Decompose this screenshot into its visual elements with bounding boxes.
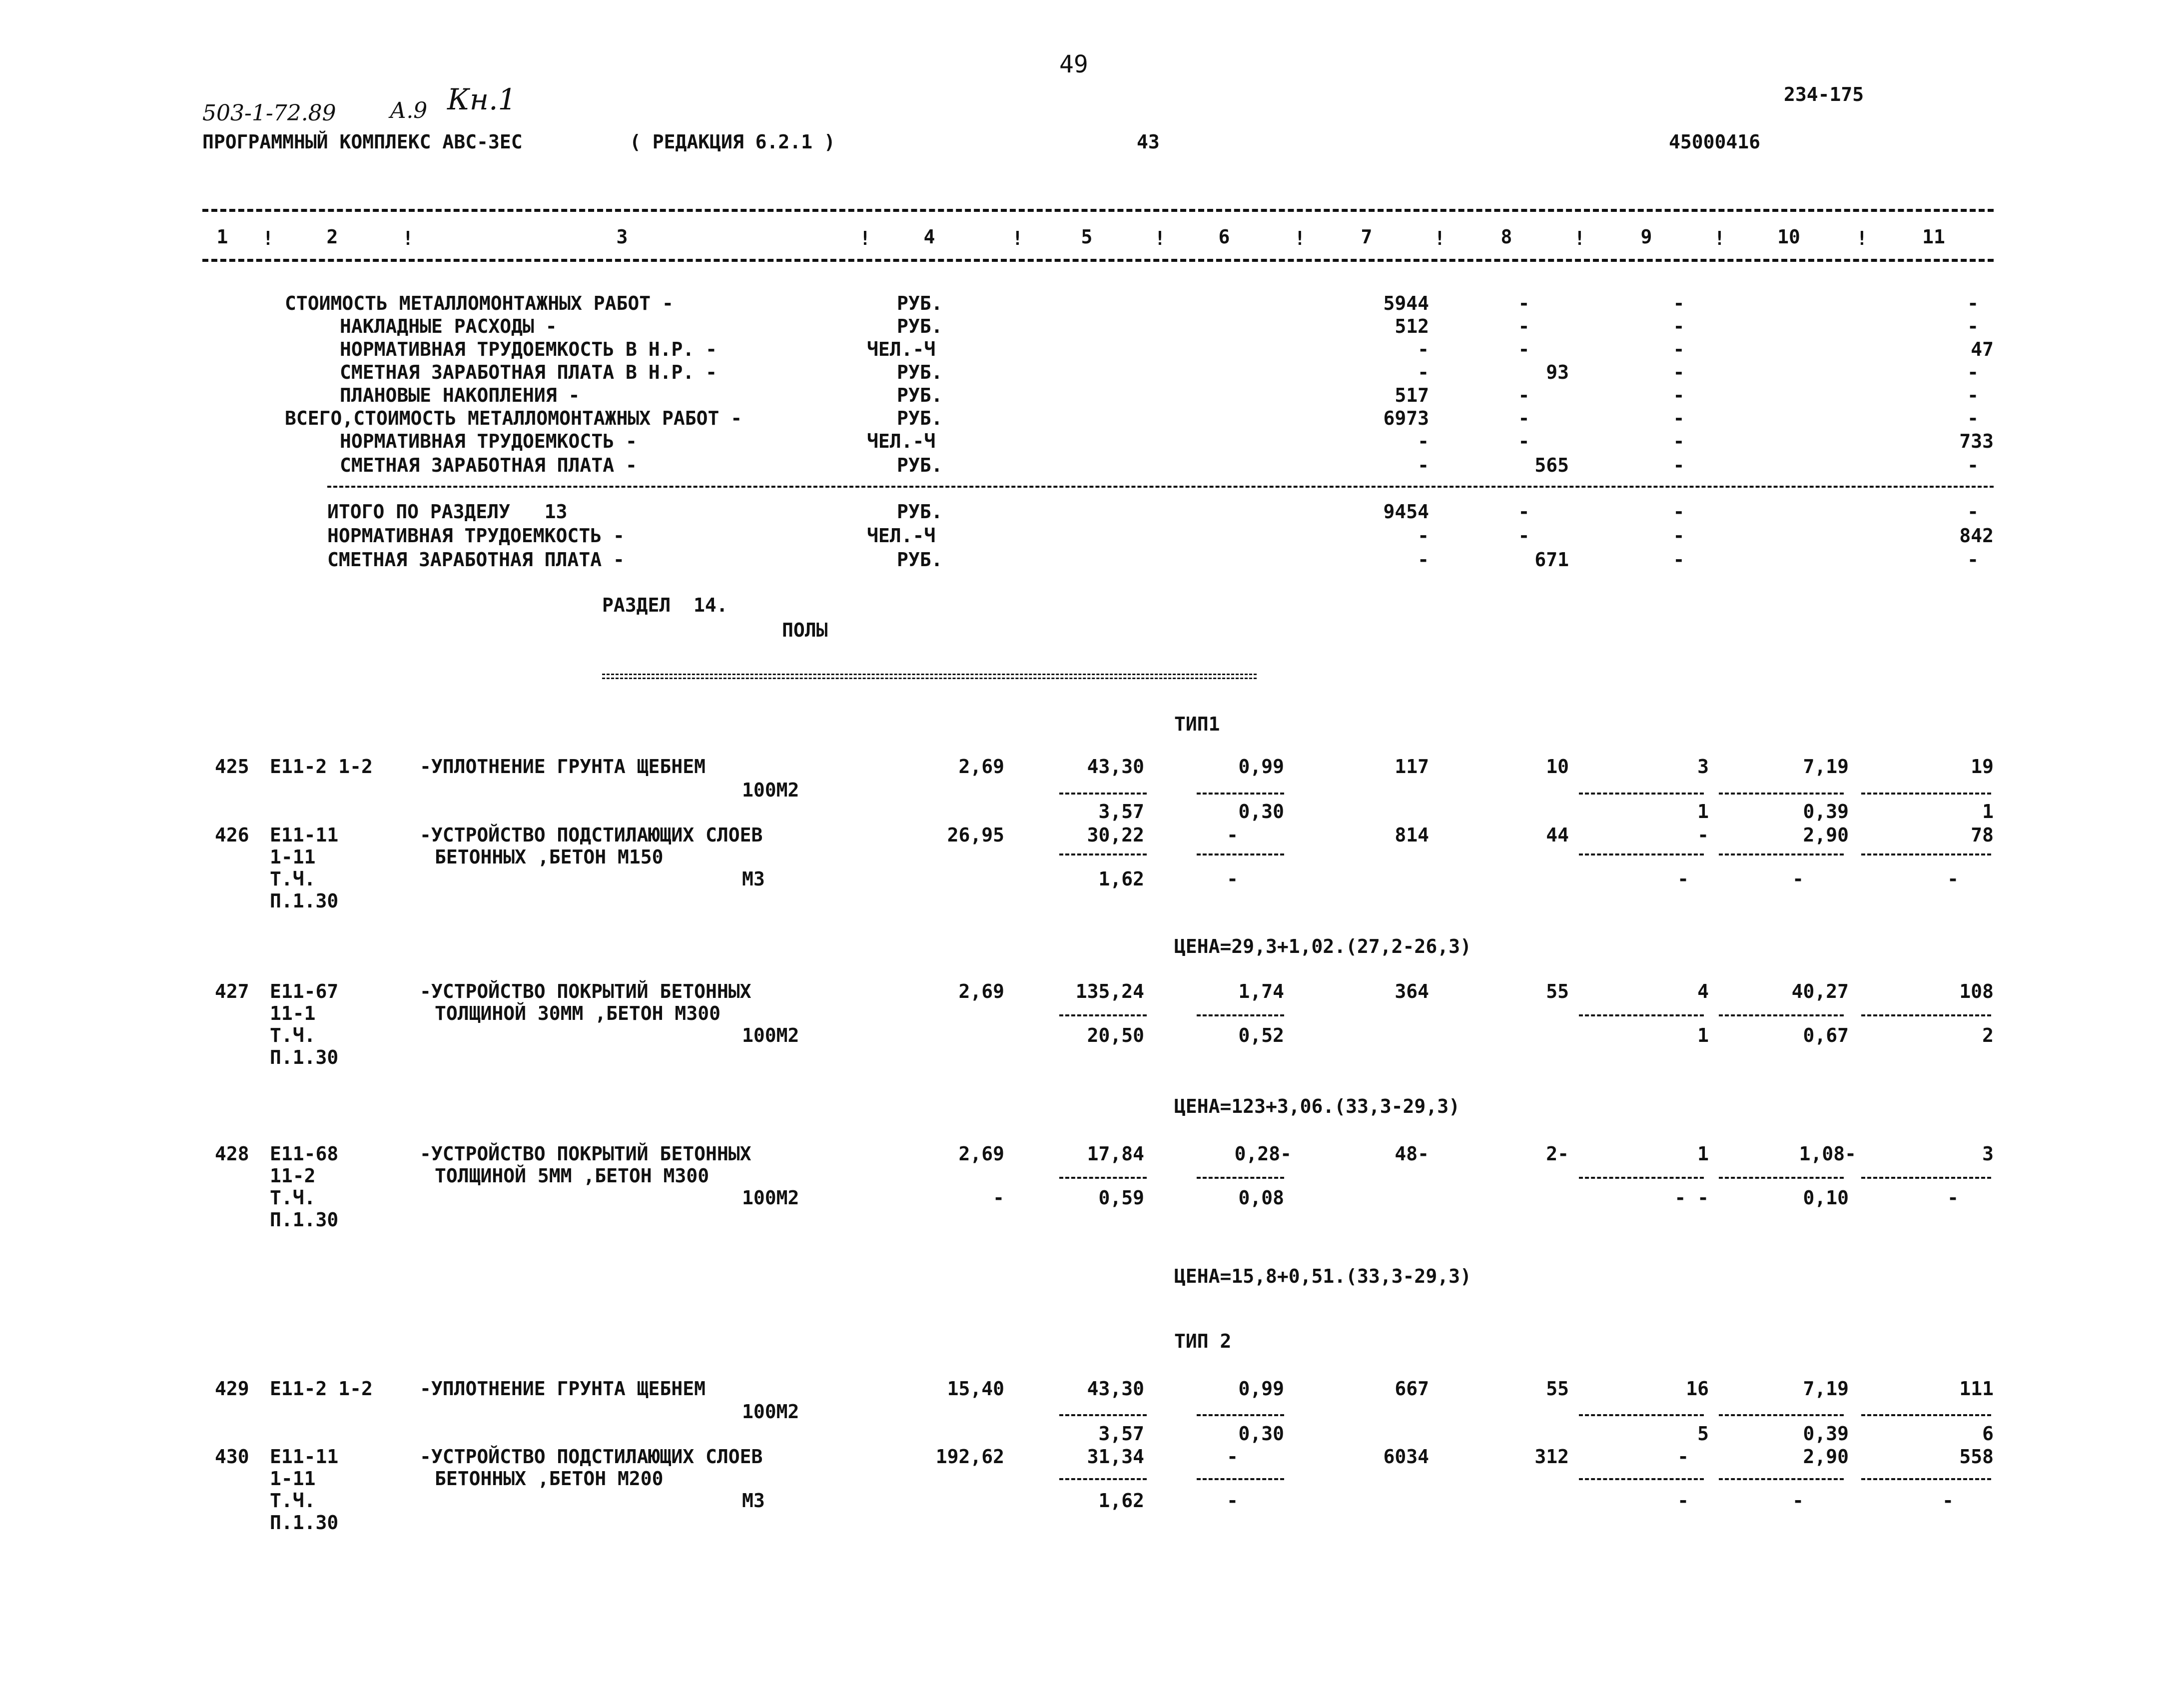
item-value-11: 3 xyxy=(1982,1143,1994,1165)
item-value-9: - xyxy=(1677,1446,1689,1468)
item-sub-value-5: 3,57 xyxy=(1098,1423,1144,1445)
cell-rule xyxy=(1579,853,1704,855)
summary-value-8: - xyxy=(1518,315,1530,337)
section-total-value-9: - xyxy=(1673,501,1685,523)
section-total-value-7: - xyxy=(1418,549,1429,571)
item-code-line: П.1.30 xyxy=(270,890,339,912)
cell-rule xyxy=(1059,793,1147,795)
item-code-line: 11-1 xyxy=(270,1002,316,1024)
item-sub-value-6: 0,30 xyxy=(1238,801,1284,823)
item-value-5: 43,30 xyxy=(1087,756,1144,778)
section-total-unit: ЧЕЛ.-Ч xyxy=(867,525,936,547)
table-top-rule xyxy=(202,209,1994,212)
item-sub-value-11: - xyxy=(1942,1490,1954,1512)
item-sub-value-11: 6 xyxy=(1982,1423,1994,1445)
item-sub-value-9: 5 xyxy=(1697,1423,1709,1445)
summary-value-9: - xyxy=(1673,315,1685,337)
item-value-9: 4 xyxy=(1697,980,1709,1002)
cell-rule xyxy=(1197,1478,1284,1480)
item-code-line: П.1.30 xyxy=(270,1512,339,1534)
item-value-5: 43,30 xyxy=(1087,1378,1144,1400)
item-value-8: 10 xyxy=(1546,756,1569,778)
item-sub-value-10: 0,39 xyxy=(1803,1423,1849,1445)
cell-rule xyxy=(1719,1014,1844,1016)
item-sub-value-5: 20,50 xyxy=(1087,1024,1144,1046)
item-value-6: 0,28- xyxy=(1234,1143,1292,1165)
summary-value-8: - xyxy=(1518,384,1530,406)
column-header-6: 6 xyxy=(1218,226,1230,248)
summary-label: ПЛАНОВЫЕ НАКОПЛЕНИЯ - xyxy=(340,384,580,406)
item-value-4: 2,69 xyxy=(958,756,1004,778)
item-description: -УСТРОЙСТВО ПОКРЫТИЙ БЕТОННЫХ xyxy=(420,1143,751,1165)
item-value-5: 30,22 xyxy=(1087,824,1144,846)
column-header-9: 9 xyxy=(1640,226,1652,248)
summary-unit: РУБ. xyxy=(897,292,943,314)
summary-value-11: 47 xyxy=(1971,338,1994,360)
summary-unit: ЧЕЛ.-Ч xyxy=(867,338,936,360)
summary-value-7: - xyxy=(1418,361,1429,383)
item-sub-value-6: 0,52 xyxy=(1238,1024,1284,1046)
item-sub-value-11: - xyxy=(1947,1187,1959,1209)
price-formula: ЦЕНА=29,3+1,02.(27,2-26,3) xyxy=(1174,935,1471,957)
summary-label: НОРМАТИВНАЯ ТРУДОЕМКОСТЬ В Н.Р. - xyxy=(340,338,717,360)
item-description-line: БЕТОННЫХ ,БЕТОН М150 xyxy=(435,846,664,868)
item-code-line: Т.Ч. xyxy=(270,868,316,890)
cell-rule xyxy=(1059,1414,1147,1416)
item-value-8: 44 xyxy=(1546,824,1569,846)
summary-value-9: - xyxy=(1673,407,1685,429)
item-value-4: 15,40 xyxy=(947,1378,1004,1400)
summary-value-9: - xyxy=(1673,292,1685,314)
item-description: -УСТРОЙСТВО ПОДСТИЛАЮЩИХ СЛОЕВ xyxy=(420,824,763,846)
summary-unit: РУБ. xyxy=(897,384,943,406)
item-value-11: 558 xyxy=(1959,1446,1994,1468)
item-value-6: 0,99 xyxy=(1238,756,1284,778)
item-sub-value-9: - xyxy=(1677,868,1689,890)
summary-label: ВСЕГО,СТОИМОСТЬ МЕТАЛЛОМОНТАЖНЫХ РАБОТ - xyxy=(285,407,742,429)
cell-rule xyxy=(1059,853,1147,855)
item-code-line: 1-11 xyxy=(270,846,316,868)
section-total-value-8: 671 xyxy=(1534,549,1569,571)
column-header-7: 7 xyxy=(1361,226,1373,248)
program-edition: ( РЕДАКЦИЯ 6.2.1 ) xyxy=(630,131,835,153)
column-separator: ! xyxy=(1154,227,1166,249)
item-sub-value-6: - xyxy=(1227,868,1238,890)
summary-value-11: - xyxy=(1967,315,1979,337)
reference-code: 234-175 xyxy=(1784,83,1864,105)
cell-rule xyxy=(1579,1414,1704,1416)
column-header-3: 3 xyxy=(616,226,628,248)
cell-rule xyxy=(1861,1014,1991,1016)
type-heading: ТИП 2 xyxy=(1174,1330,1232,1352)
item-unit: 100М2 xyxy=(742,779,799,801)
item-unit: 100М2 xyxy=(742,1024,799,1046)
cell-rule xyxy=(1719,1177,1844,1179)
item-value-8: 312 xyxy=(1534,1446,1569,1468)
item-description: -УПЛОТНЕНИЕ ГРУНТА ЩЕБНЕМ xyxy=(420,1378,706,1400)
item-value-6: - xyxy=(1227,1446,1238,1468)
section-total-value-8: - xyxy=(1518,501,1530,523)
item-value-7: 117 xyxy=(1395,756,1429,778)
section-total-label: ИТОГО ПО РАЗДЕЛУ 13 xyxy=(327,501,568,523)
item-value-10: 2,90 xyxy=(1803,824,1849,846)
item-value-6: 1,74 xyxy=(1238,980,1284,1002)
cell-rule xyxy=(1197,853,1284,855)
section-total-value-11: 842 xyxy=(1959,525,1994,547)
column-separator: ! xyxy=(1714,227,1725,249)
item-value-11: 78 xyxy=(1971,824,1994,846)
item-code-line: Т.Ч. xyxy=(270,1490,316,1512)
item-code: Е11-67 xyxy=(270,980,339,1002)
section-total-value-7: 9454 xyxy=(1383,501,1429,523)
item-value-11: 19 xyxy=(1971,756,1994,778)
item-value-8: 2- xyxy=(1546,1143,1569,1165)
item-code: Е11-11 xyxy=(270,824,339,846)
item-value-5: 135,24 xyxy=(1075,980,1144,1002)
price-formula: ЦЕНА=15,8+0,51.(33,3-29,3) xyxy=(1174,1265,1471,1287)
summary-value-7: 5944 xyxy=(1383,292,1429,314)
item-unit: М3 xyxy=(742,868,765,890)
cell-rule xyxy=(1861,1177,1991,1179)
item-value-7: 814 xyxy=(1395,824,1429,846)
item-code-line: Т.Ч. xyxy=(270,1024,316,1046)
item-number: 428 xyxy=(215,1143,249,1165)
item-value-10: 7,19 xyxy=(1803,756,1849,778)
item-sub-value-9: - xyxy=(1677,1490,1689,1512)
summary-value-11: - xyxy=(1967,454,1979,476)
summary-label: НАКЛАДНЫЕ РАСХОДЫ - xyxy=(340,315,557,337)
item-sub-value-11: 2 xyxy=(1982,1024,1994,1046)
item-sub-value-6: 0,08 xyxy=(1238,1187,1284,1209)
section-total-label: СМЕТНАЯ ЗАРАБОТНАЯ ПЛАТА - xyxy=(327,549,625,571)
cell-rule xyxy=(1861,1478,1991,1480)
item-sub-value-6: 0,30 xyxy=(1238,1423,1284,1445)
column-separator: ! xyxy=(1574,227,1585,249)
item-value-10: 7,19 xyxy=(1803,1378,1849,1400)
item-value-9: 1 xyxy=(1697,1143,1709,1165)
item-code-line: П.1.30 xyxy=(270,1046,339,1068)
item-sub-value-9: - - xyxy=(1674,1187,1709,1209)
cell-rule xyxy=(1197,1014,1284,1016)
summary-value-9: - xyxy=(1673,361,1685,383)
summary-value-11: - xyxy=(1967,361,1979,383)
book-number: Кн.1 xyxy=(447,82,517,116)
item-sub-value-4: - xyxy=(993,1187,1004,1209)
cell-rule xyxy=(1579,1014,1704,1016)
summary-value-8: 565 xyxy=(1534,454,1569,476)
summary-label: НОРМАТИВНАЯ ТРУДОЕМКОСТЬ - xyxy=(340,430,637,452)
section-total-value-7: - xyxy=(1418,525,1429,547)
item-value-8: 55 xyxy=(1546,980,1569,1002)
item-code-line: 1-11 xyxy=(270,1468,316,1490)
cell-rule xyxy=(1579,1177,1704,1179)
summary-value-11: 733 xyxy=(1959,430,1994,452)
column-header-4: 4 xyxy=(923,226,935,248)
item-value-9: - xyxy=(1697,824,1709,846)
item-sub-value-6: - xyxy=(1227,1490,1238,1512)
cell-rule xyxy=(1579,793,1704,795)
table-header-rule xyxy=(202,259,1994,262)
cell-rule xyxy=(1719,853,1844,855)
cell-rule xyxy=(1579,1478,1704,1480)
section-total-label: НОРМАТИВНАЯ ТРУДОЕМКОСТЬ - xyxy=(327,525,625,547)
column-separator: ! xyxy=(859,227,871,249)
summary-value-11: - xyxy=(1967,384,1979,406)
section-title: РАЗДЕЛ 14. xyxy=(602,594,728,616)
item-number: 427 xyxy=(215,980,249,1002)
item-sub-value-5: 3,57 xyxy=(1098,801,1144,823)
item-value-4: 2,69 xyxy=(958,1143,1004,1165)
cell-rule xyxy=(1059,1177,1147,1179)
cell-rule xyxy=(1719,1478,1844,1480)
summary-label: СМЕТНАЯ ЗАРАБОТНАЯ ПЛАТА - xyxy=(340,454,637,476)
item-sub-value-10: - xyxy=(1792,868,1804,890)
column-header-5: 5 xyxy=(1081,226,1093,248)
summary-value-9: - xyxy=(1673,338,1685,360)
item-code: Е11-68 xyxy=(270,1143,339,1165)
cell-rule xyxy=(1059,1478,1147,1480)
item-description-line: БЕТОННЫХ ,БЕТОН М200 xyxy=(435,1468,664,1490)
item-sub-value-11: - xyxy=(1947,868,1959,890)
item-sub-value-10: 0,39 xyxy=(1803,801,1849,823)
item-sub-value-10: - xyxy=(1792,1490,1804,1512)
section-total-unit: РУБ. xyxy=(897,549,943,571)
summary-value-8: 93 xyxy=(1546,361,1569,383)
section-name: ПОЛЫ xyxy=(782,619,828,641)
summary-value-8: - xyxy=(1518,338,1530,360)
item-code-line: 11-2 xyxy=(270,1165,316,1187)
item-value-9: 3 xyxy=(1697,756,1709,778)
item-value-10: 1,08- xyxy=(1799,1143,1856,1165)
summary-value-9: - xyxy=(1673,430,1685,452)
item-value-10: 2,90 xyxy=(1803,1446,1849,1468)
summary-value-7: - xyxy=(1418,454,1429,476)
item-description: -УСТРОЙСТВО ПОКРЫТИЙ БЕТОННЫХ xyxy=(420,980,751,1002)
item-unit: 100М2 xyxy=(742,1187,799,1209)
summary-value-7: - xyxy=(1418,338,1429,360)
item-sub-value-10: 0,10 xyxy=(1803,1187,1849,1209)
summary-unit: РУБ. xyxy=(897,454,943,476)
item-value-10: 40,27 xyxy=(1791,980,1849,1002)
item-sub-value-5: 1,62 xyxy=(1098,1490,1144,1512)
column-header-2: 2 xyxy=(326,226,338,248)
cell-rule xyxy=(1197,1177,1284,1179)
summary-value-8: - xyxy=(1518,407,1530,429)
summary-unit: РУБ. xyxy=(897,407,943,429)
summary-label: СТОИМОСТЬ МЕТАЛЛОМОНТАЖНЫХ РАБОТ - xyxy=(285,292,674,314)
item-description-line: ТОЛЩИНОЙ 5ММ ,БЕТОН М300 xyxy=(435,1165,710,1187)
item-code: Е11-2 1-2 xyxy=(270,1378,373,1400)
summary-value-11: - xyxy=(1967,292,1979,314)
cell-rule xyxy=(1861,1414,1991,1416)
price-formula: ЦЕНА=123+3,06.(33,3-29,3) xyxy=(1174,1095,1460,1117)
summary-unit: РУБ. xyxy=(897,361,943,383)
document-id: 45000416 xyxy=(1669,131,1761,153)
column-header-11: 11 xyxy=(1922,226,1945,248)
section-total-value-9: - xyxy=(1673,525,1685,547)
section-total-value-11: - xyxy=(1967,501,1979,523)
summary-value-11: - xyxy=(1967,407,1979,429)
item-sub-value-9: 1 xyxy=(1697,1024,1709,1046)
item-value-4: 2,69 xyxy=(958,980,1004,1002)
cell-rule xyxy=(1861,793,1991,795)
item-value-7: 48- xyxy=(1395,1143,1429,1165)
item-value-8: 55 xyxy=(1546,1378,1569,1400)
column-separator: ! xyxy=(1294,227,1306,249)
item-sub-value-5: 1,62 xyxy=(1098,868,1144,890)
item-value-5: 17,84 xyxy=(1087,1143,1144,1165)
section-total-unit: РУБ. xyxy=(897,501,943,523)
item-number: 425 xyxy=(215,756,249,778)
cell-rule xyxy=(1197,793,1284,795)
section-underline xyxy=(602,674,1257,675)
section-total-value-8: - xyxy=(1518,525,1530,547)
item-description: -УСТРОЙСТВО ПОДСТИЛАЮЩИХ СЛОЕВ xyxy=(420,1446,763,1468)
column-separator: ! xyxy=(402,227,414,249)
item-code-line: Т.Ч. xyxy=(270,1187,316,1209)
item-code: Е11-11 xyxy=(270,1446,339,1468)
sheet-number: 43 xyxy=(1137,131,1160,153)
page-number: 49 xyxy=(1059,50,1088,78)
item-description: -УПЛОТНЕНИЕ ГРУНТА ЩЕБНЕМ xyxy=(420,756,706,778)
item-code-line: П.1.30 xyxy=(270,1209,339,1231)
summary-unit: РУБ. xyxy=(897,315,943,337)
item-value-7: 667 xyxy=(1395,1378,1429,1400)
summary-label: СМЕТНАЯ ЗАРАБОТНАЯ ПЛАТА В Н.Р. - xyxy=(340,361,717,383)
section-total-value-9: - xyxy=(1673,549,1685,571)
program-name: ПРОГРАММНЫЙ КОМПЛЕКС АВС-3ЕС xyxy=(202,131,523,153)
column-separator: ! xyxy=(1856,227,1868,249)
summary-value-7: 6973 xyxy=(1383,407,1429,429)
item-number: 429 xyxy=(215,1378,249,1400)
item-sub-value-5: 0,59 xyxy=(1098,1187,1144,1209)
section-total-value-11: - xyxy=(1967,549,1979,571)
item-number: 430 xyxy=(215,1446,249,1468)
album-number: А.9 xyxy=(390,98,428,123)
item-value-11: 108 xyxy=(1959,980,1994,1002)
item-unit: 100М2 xyxy=(742,1401,799,1423)
type-heading: ТИП1 xyxy=(1174,713,1220,735)
summary-unit: ЧЕЛ.-Ч xyxy=(867,430,936,452)
item-sub-value-11: 1 xyxy=(1982,801,1994,823)
column-header-8: 8 xyxy=(1500,226,1512,248)
item-value-11: 111 xyxy=(1959,1378,1994,1400)
item-value-7: 364 xyxy=(1395,980,1429,1002)
column-separator: ! xyxy=(1012,227,1023,249)
summary-value-8: - xyxy=(1518,292,1530,314)
summary-value-8: - xyxy=(1518,430,1530,452)
item-value-4: 192,62 xyxy=(935,1446,1004,1468)
item-sub-value-10: 0,67 xyxy=(1803,1024,1849,1046)
summary-value-7: 517 xyxy=(1395,384,1429,406)
cell-rule xyxy=(1861,853,1991,855)
item-number: 426 xyxy=(215,824,249,846)
item-value-6: 0,99 xyxy=(1238,1378,1284,1400)
item-value-9: 16 xyxy=(1686,1378,1709,1400)
summary-value-7: - xyxy=(1418,430,1429,452)
cell-rule xyxy=(1719,793,1844,795)
summary-value-9: - xyxy=(1673,384,1685,406)
cell-rule xyxy=(1059,1014,1147,1016)
column-header-10: 10 xyxy=(1777,226,1800,248)
section-total-rule xyxy=(327,486,1994,488)
column-separator: ! xyxy=(1434,227,1446,249)
item-value-4: 26,95 xyxy=(947,824,1004,846)
item-description-line: ТОЛЩИНОЙ 30ММ ,БЕТОН М300 xyxy=(435,1002,721,1024)
column-separator: ! xyxy=(262,227,274,249)
doc-code: 503-1-72.89 xyxy=(202,100,336,126)
item-value-7: 6034 xyxy=(1383,1446,1429,1468)
cell-rule xyxy=(1197,1414,1284,1416)
item-value-5: 31,34 xyxy=(1087,1446,1144,1468)
item-code: Е11-2 1-2 xyxy=(270,756,373,778)
summary-value-7: 512 xyxy=(1395,315,1429,337)
item-value-6: - xyxy=(1227,824,1238,846)
item-unit: М3 xyxy=(742,1490,765,1512)
item-sub-value-9: 1 xyxy=(1697,801,1709,823)
summary-value-9: - xyxy=(1673,454,1685,476)
cell-rule xyxy=(1719,1414,1844,1416)
column-header-1: 1 xyxy=(216,226,228,248)
